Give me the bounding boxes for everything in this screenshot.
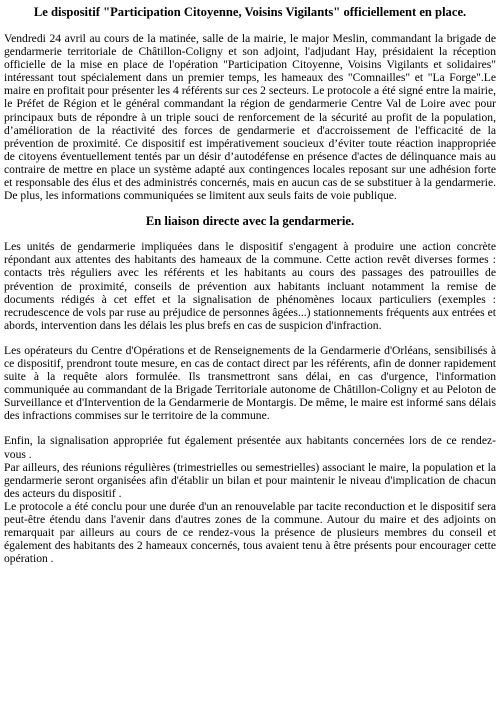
document-title: Le dispositif "Participation Citoyenne, Voisins Vigilants" officiellement en place. [33,5,467,19]
closing-paragraph-2: Par ailleurs, des réunions régulières (trimestrielles ou semestrielles) associant le maire, la population et la gendarmerie seront organisées afin d'établir un bilan et pour maintenir le niveau d'implication de chacun des acteurs du dispositif . [4,460,496,500]
closing-paragraph-1: Enfin, la signalisation appropriée fut également présentée aux habitants concernées lors de ce rendez-vous . [4,434,496,461]
section-heading: En liaison directe avec la gendarmerie. [145,214,355,229]
section-paragraph-2: Les opérateurs du Centre d'Opérations et de Renseignements de la Gendarmerie d'Orléans, sensibilisés à ce dispositif, prendront toute mesure, en cas de contact direct par les référents, afin de donner rapidement suite à la requête alors formulée. Ils transmettront sans délai, en cas d'urgence, l'information communiquée au commandant de la Brigade Territoriale autonome de Châtillon-Coligny et au Peloton de Surveillance et d'Intervention de la Gendarmerie de Montargis. De même, le maire est informé sans délais des infractions commises sur le territoire de la commune. [4,343,496,423]
section-paragraph-1: Les unités de gendarmerie impliquées dans le dispositif s'engagent à produire une action concrète répondant aux attentes des habitants des hameaux de la commune. Cette action revêt diverses formes : contacts très réguliers avec les référents et les habitants au cours des passages des patrouilles de prévention de proximité, conseils de prévention aux habitants incluant notamment la remise de documents rédigés à cet effet et la signalisation de phénomènes locaux particuliers (exemples : recrudescence de vols par ruse au préjudice de personnes âgées...) stationnements fréquents aux entrées et abords, intervention dans les délais les plus brefs en cas de suspicion d'infraction. [4,240,496,332]
closing-paragraph-3: Le protocole a été conclu pour une durée d'un an renouvelable par tacite reconduction et le dispositif sera peut-être étendu dans l'avenir dans d'autres zones de la commune. Autour du maire et des adjoints on remarquait par ailleurs au cours de ce rendez-vous la présence de plusieurs membres du conseil et également des habitants des 2 hameaux concernés, tous avaient tenu à être présents pour encourager cette opération . [4,499,496,566]
intro-paragraph: Vendredi 24 avril au cours de la matinée, salle de la mairie, le major Meslin, commandant la brigade de gendarmerie territoriale de Châtillon-Coligny et son adjoint, l'adjudant Hay, présidaient la réception officielle de la mise en place de l'opération "Participation Citoyenne, Voisins Vigilants et solidaires" intéressant tout spécialement dans un premier temps, les hameaux des "Comnailles" et "La Forge".Le maire en profitait pour présenter les 4 référents sur ces 2 secteurs. Le protocole a été signé entre la mairie, le Préfet de Région et le général commandant la région de gendarmerie Centre Val de Loire avec pour principaux buts de répondre à un triple souci de renforcement de la sécurité au profit de la population, d’amélioration de la réactivité des forces de gendarmerie et d'accroissement de l'efficacité de la prévention de proximité. Ce dispositif est impérativement soucieux d’éviter toute réaction inappropriée de citoyens éventuellement tentés par un désir d’autodéfense en présence d'actes de délinquance mais au contraire de mettre en place un système adapté aux contingences locales reposant sur une adhésion forte et responsable des élus et des administrés concernés, mais en aucun cas de se substituer à la gendarmerie. De plus, les informations communiquées se limitent aux seuls faits de voie publique. [4,32,496,203]
